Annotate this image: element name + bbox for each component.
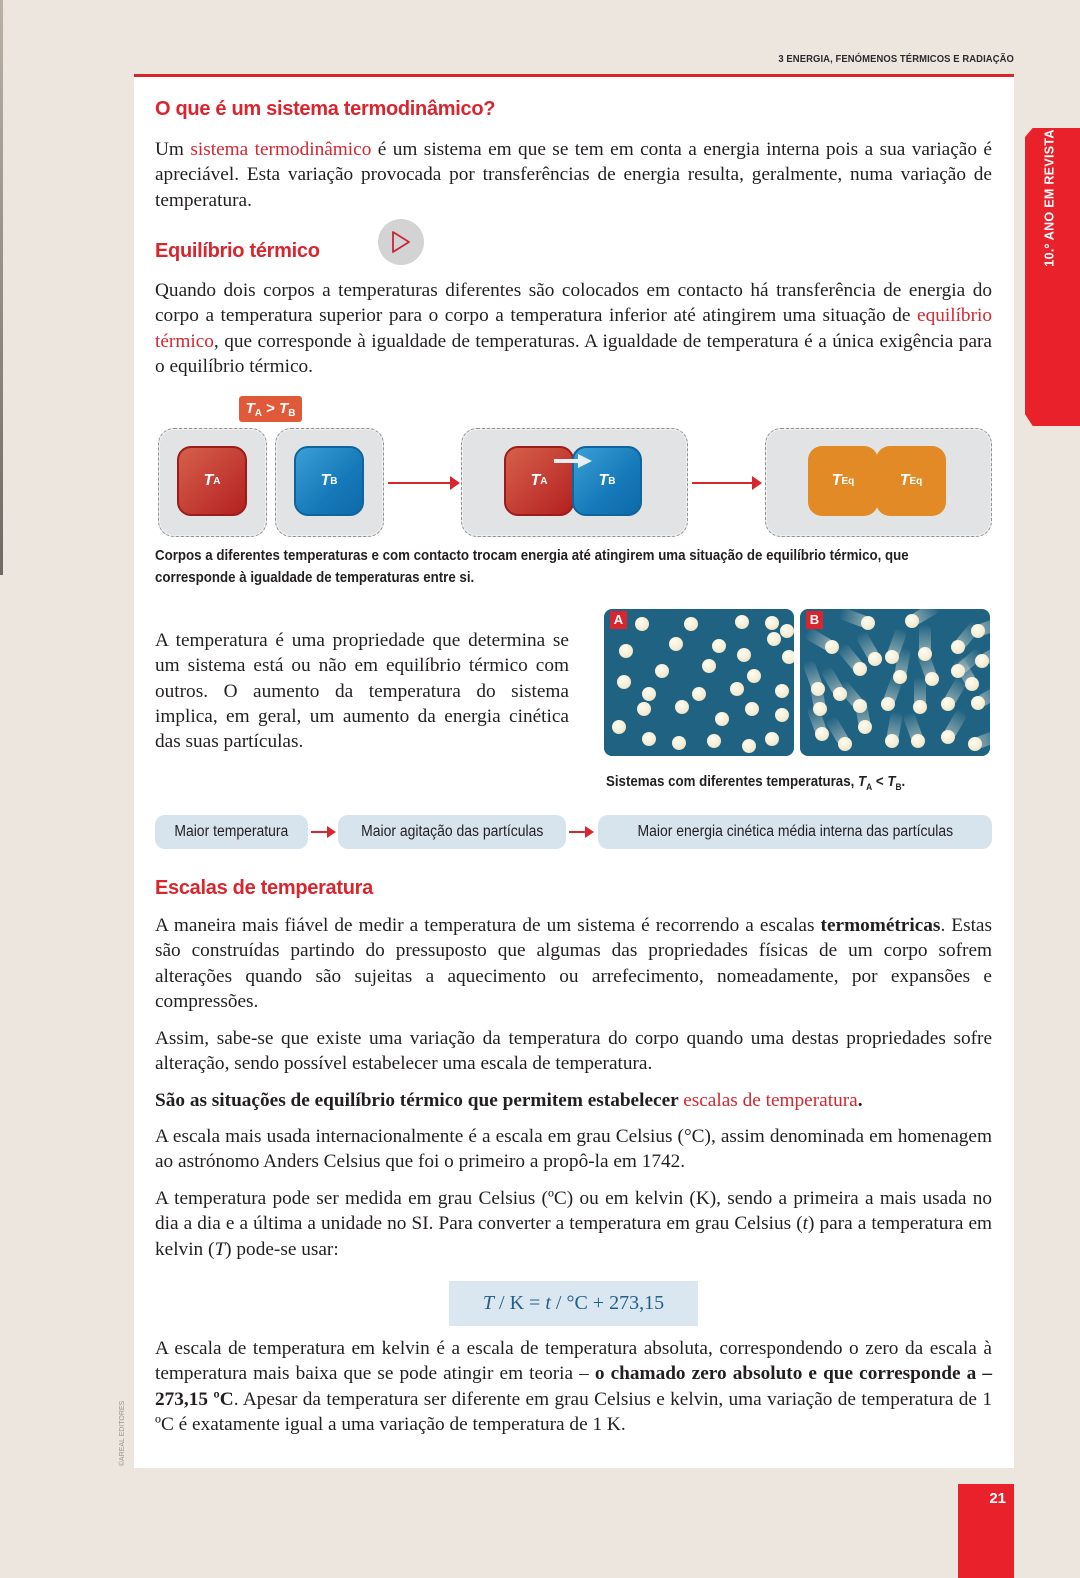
particle: [767, 632, 781, 646]
particle: [941, 730, 955, 744]
panel-label-a: A: [610, 611, 627, 629]
particle: [782, 650, 794, 664]
block-cold: T B: [294, 446, 364, 516]
particle: [730, 682, 744, 696]
particle: [655, 664, 669, 678]
particle: [747, 669, 761, 683]
particle: [707, 734, 721, 748]
copyright-notice: ©AREAL EDITORES: [119, 1400, 127, 1466]
particle: [765, 732, 779, 746]
section-title-thermal-equilibrium: Equilíbrio térmico: [155, 240, 320, 262]
particle: [775, 684, 789, 698]
container-a: [158, 428, 267, 537]
conversion-formula: T / K = t / °C + 273,15: [449, 1281, 698, 1326]
particle: [913, 700, 927, 714]
particle: [742, 739, 756, 753]
paragraph-equilibrium-scales: São as situações de equilíbrio térmico que permitem estabelecer escalas de temperatura.: [155, 1090, 863, 1111]
particle: [881, 697, 895, 711]
flow-step-1: Maior temperatura: [155, 815, 308, 849]
particle: [911, 734, 925, 748]
paragraph-thermometric-scales: A maneira mais fiável de medir a temperatura de um sistema é recorrendo a escalas termométricas. Estas são construídas partindo do pressuposto que algumas das propriedades físicas de um corpo sofrem alterações quando são sujeitas a aquecimento ou arrefecimento, nomeadamente, por expansões e compressões.: [155, 915, 992, 1012]
particle: [941, 697, 955, 711]
container-contact: [461, 428, 688, 537]
block-hot-contact: T A: [504, 446, 574, 516]
particle: [780, 624, 794, 638]
page-number-tab: [958, 1484, 1014, 1578]
particle: [635, 617, 649, 631]
particle: [971, 696, 985, 710]
particle: [853, 662, 867, 676]
paragraph-scale-variation: Assim, sabe-se que existe uma variação da temperatura do corpo quando uma destas propriedades sofre alteração, sendo possível estabelecer uma escala de temperatura.: [155, 1028, 992, 1075]
particle: [868, 652, 882, 666]
container-equilibrium: [765, 428, 992, 537]
particles-caption: Sistemas com diferentes temperaturas, $T_A < T_B$.: [606, 774, 906, 792]
arrow-right-icon: [388, 482, 454, 484]
particle: [965, 677, 979, 691]
particle: [669, 637, 683, 651]
particle: [825, 640, 839, 654]
page-binding-edge: [0, 0, 3, 575]
particle: [675, 700, 689, 714]
cause-effect-flow: [155, 815, 992, 849]
particle: [672, 736, 686, 750]
particle-panel-a: [604, 609, 794, 756]
term-escalas-de-temperatura: escalas de temperatura: [683, 1090, 858, 1111]
block-equilibrium-2: T Eq: [876, 446, 946, 516]
particle: [612, 720, 626, 734]
arrow-right-icon: [692, 482, 756, 484]
particle: [775, 708, 789, 722]
diagram-caption: Corpos a diferentes temperaturas e com contacto trocam energia até atingirem uma situação de equilíbrio térmico, que corresponde à igualdade de temperaturas entre si.: [155, 548, 909, 586]
particle: [712, 639, 726, 653]
particle-panel-b: [800, 609, 990, 756]
page-number: 21: [989, 1490, 1006, 1507]
paragraph-thermodynamic-system: Um sistema termodinâmico é um sistema em que se tem em conta a energia interna pois a sua variação é apreciável. Esta variação provocada por transferências de energia resulta, geralmente, numa variação de temperatura.: [155, 139, 992, 211]
particle: [968, 737, 982, 751]
panel-label-b: B: [806, 611, 823, 629]
particle: [684, 617, 698, 631]
paragraph-temperature-property: A temperatura é uma propriedade que determina se um sistema está ou não em equilíbrio térmico com outros. O aumento da temperatura do sistema implica, em geral, um aumento da energia cinética das suas partículas.: [155, 630, 569, 753]
particle: [715, 712, 729, 726]
particle: [692, 687, 706, 701]
particle: [637, 702, 651, 716]
particle: [642, 732, 656, 746]
particle: [745, 702, 759, 716]
block-cold-contact: T B: [572, 446, 642, 516]
container-b: [275, 428, 384, 537]
particle: [858, 720, 872, 734]
play-video-button[interactable]: [378, 219, 424, 265]
block-equilibrium-1: T Eq: [808, 446, 878, 516]
particle: [885, 734, 899, 748]
running-head: 3 ENERGIA, FENÓMENOS TÉRMICOS E RADIAÇÃO: [778, 53, 1014, 65]
particle: [735, 615, 749, 629]
section-title-thermodynamic-system: O que é um sistema termodinâmico?: [155, 98, 496, 120]
play-icon: [390, 230, 412, 254]
particle: [815, 727, 829, 741]
term-equilibrio-termico: equilíbrio térmico: [155, 305, 992, 352]
particle: [737, 648, 751, 662]
arrow-right-icon: [311, 831, 331, 833]
energy-transfer-arrow-icon: [554, 454, 594, 468]
particle: [838, 737, 852, 751]
side-tab-label: 10.º ANO EM REVISTA: [1043, 129, 1057, 267]
flow-step-3: Maior energia cinética média interna das partículas: [598, 815, 992, 849]
particle: [951, 640, 965, 654]
condition-badge: $T_A > T_B$: [239, 396, 302, 422]
particle: [642, 687, 656, 701]
term-sistema-termodinamico: sistema termodinâmico: [190, 139, 372, 160]
arrow-right-icon: [569, 831, 589, 833]
flow-step-2: Maior agitação das partículas: [338, 815, 566, 849]
block-hot: T A: [177, 446, 247, 516]
particle: [861, 616, 875, 630]
particle: [702, 659, 716, 673]
particle: [619, 644, 633, 658]
paragraph-celsius: A escala mais usada internacionalmente é a escala em grau Celsius (°C), assim denominada em homenagem ao astrónomo Anders Celsius que foi o primeiro a propô-la em 1742.: [155, 1126, 992, 1173]
paragraph-thermal-equilibrium: Quando dois corpos a temperaturas diferentes são colocados em contacto há transferência de energia do corpo a temperatura superior para o corpo a temperatura inferior até atingirem uma situação de equilíbrio térmico, que corresponde à igualdade de temperaturas. A igualdade de temperatura é a única exigência para o equilíbrio térmico.: [155, 280, 992, 377]
particle: [765, 616, 779, 630]
particle: [925, 672, 939, 686]
paragraph-absolute-zero: A escala de temperatura em kelvin é a escala de temperatura absoluta, correspondendo o zero da escala à temperatura mais baixa que se pode atingir em teoria – o chamado zero absoluto e que corresponde a – 273,15 ºC. Apesar da temperatura ser diferente em grau Celsius e kelvin, uma variação de temperatura de 1 ºC é exatamente igual a uma variação de temperatura de 1 K.: [155, 1338, 992, 1435]
section-title-temperature-scales: Escalas de temperatura: [155, 877, 373, 899]
paragraph-conversion: A temperatura pode ser medida em grau Celsius (ºC) ou em kelvin (K), sendo a primeira a mais usada no dia a dia e a última a unidade no SI. Para converter a temperatura em grau Celsius (t) para a temperatura em kelvin (T) pode-se usar:: [155, 1188, 993, 1260]
particle: [617, 675, 631, 689]
particle: [905, 614, 919, 628]
